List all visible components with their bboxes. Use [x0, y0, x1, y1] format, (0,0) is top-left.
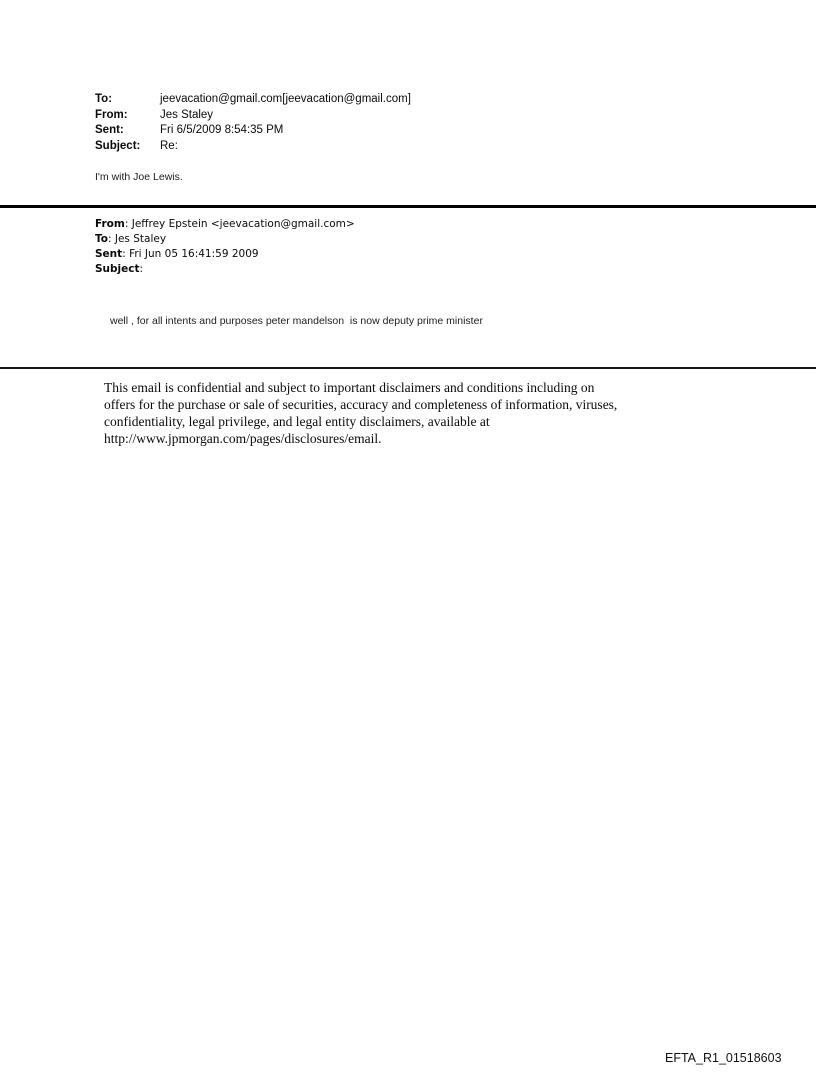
- disclaimer-line: This email is confidential and subject to important disclaimers and conditions including on: [104, 380, 595, 395]
- header-row-from: [95, 108, 411, 124]
- bates-number: EFTA_R1_01518603: [665, 1051, 782, 1065]
- quoted-sent-label: Sent: [95, 248, 123, 260]
- message-body-quoted: well , for all intents and purposes peter mandelson is now deputy prime minister: [110, 315, 483, 327]
- message-body-top: I'm with Joe Lewis.: [95, 171, 183, 183]
- quoted-to-label: To: [95, 233, 108, 245]
- to-label: To:: [95, 93, 113, 105]
- sent-value: Fri 6/5/2009 8:54:35 PM: [160, 124, 284, 136]
- quoted-sent-value: : Fri Jun 05 16:41:59 2009: [122, 248, 259, 260]
- quoted-from-value: : Jeffrey Epstein <jeevacation@gmail.com>: [124, 218, 355, 230]
- quoted-header-row-to: [95, 232, 355, 247]
- header-row-subject: [95, 139, 411, 155]
- email-header-quoted: [95, 217, 355, 277]
- quoted-subject-label: Subject: [95, 263, 140, 275]
- quoted-subject-value: :: [139, 263, 144, 275]
- quoted-header-row-subject: [95, 262, 355, 277]
- thread-divider: [0, 205, 816, 208]
- header-row-to: [95, 92, 411, 108]
- disclaimer-line: http://www.jpmorgan.com/pages/disclosures/email.: [104, 431, 382, 446]
- disclaimer-text: [104, 379, 617, 447]
- sent-label: Sent:: [95, 124, 124, 136]
- from-value: Jes Staley: [160, 108, 214, 121]
- disclaimer-line: confidentiality, legal privilege, and legal entity disclaimers, available at: [104, 414, 490, 429]
- section-divider: [0, 367, 816, 369]
- subject-value: Re:: [160, 139, 178, 152]
- email-header-top: [95, 92, 411, 154]
- from-label: From:: [95, 108, 128, 121]
- disclaimer-line: offers for the purchase or sale of securities, accuracy and completeness of information, viruses,: [104, 397, 618, 412]
- quoted-to-value: : Jes Staley: [107, 233, 167, 245]
- quoted-from-label: From: [95, 218, 125, 230]
- quoted-header-row-from: [95, 217, 355, 232]
- subject-label: Subject:: [95, 139, 141, 152]
- header-row-sent: [95, 123, 411, 139]
- quoted-header-row-sent: [95, 247, 355, 262]
- to-value: jeevacation@gmail.com[jeevacation@gmail.com]: [160, 93, 411, 105]
